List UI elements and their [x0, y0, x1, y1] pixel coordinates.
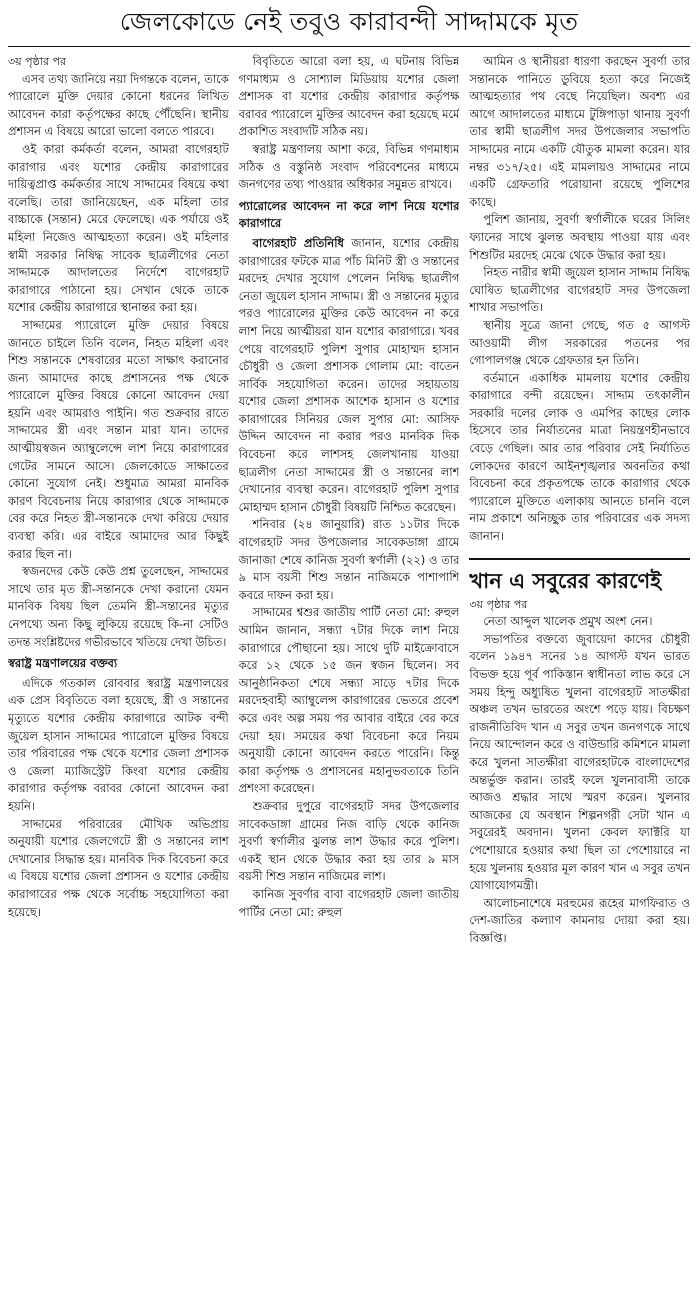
paragraph: বর্তমানে একাধিক মামলায় যশোর কেন্দ্রীয় কারাগারে বন্দী রয়েছেন। সাদ্দাম তৎকালীন সরকারি দলের লোক ও এমপির কাছের লোক হিসেবে তার নির্যাতনের মাত্রা নিয়ন্ত্রণহীনভাবে বেড়ে গেছিল। আর তার পরিবার সেই নির্যাতিত লোকদের কারণে আইনশৃঙ্খলার অবনতির কথা বিবেচনা করে প্রকৃতপক্ষে তাকে কারাগার থেকে প্যারোলে মুক্তিতে এলাকায় আনতে চাননি বলে নাম প্রকাশে অনিচ্ছুক তার পরিবারের এক সদস্য জানান।: [469, 370, 690, 544]
subheading: স্বরাষ্ট্র মন্ত্রণালয়ের বক্তব্য: [8, 656, 118, 671]
paragraph: শুক্রবার দুপুরে বাগেরহাট সদর উপজেলার সাবেকডাঙ্গা গ্রামের নিজ বাড়ি থেকে কানিজ সুবর্ণা স্বর্ণালীর ঝুলন্ত লাশ উদ্ধার করে পুলিশ। একই স্থান থেকে উদ্ধার করা হয় তার ৯ মাস বয়সী শিশু সন্তান নাজিমের লাশ।: [238, 798, 460, 884]
dateline: বাগেরহাট প্রতিনিধি: [252, 235, 344, 250]
paragraph: শনিবার (২৪ জানুয়ারি) রাত ১১টার দিকে বাগেরহাট সদর উপজেলার সাবেকডাঙ্গা গ্রামে জানাজা শেষে কানিজ সুবর্ণা স্বর্ণালী (২২) ও তার ৯ মাস বয়সী শিশু সন্তান নাজিমকে পাশাপাশি কবরে দাফন করা হয়।: [238, 517, 460, 602]
continued-from: ৩য় পৃষ্ঠার পর: [469, 597, 528, 611]
paragraph: স্বরাষ্ট্র মন্ত্রণালয় আশা করে, বিভিন্ন গণমাধ্যম সঠিক ও বস্তুনিষ্ঠ সংবাদ পরিবেশনের মাধ্যমে জনগণের তথ্য পাওয়ার অধিকার সমুন্নত রাখবে।: [238, 141, 460, 192]
continued-from: ৩য় পৃষ্ঠার পর: [8, 55, 67, 68]
paragraph: জানান, যশোর কেন্দ্রীয় কারাগারের ফটকে মাত্র পাঁচ মিনিট স্ত্রী ও সন্তানের মরদেহ দেখার সুযোগ পেলেন নিষিদ্ধ ছাত্রলীগ নেতা জুয়েল হাসান সাদ্দাম। স্ত্রী ও সন্তানের মৃত্যুর পরও প্যারোলের মুক্তির কেউ আবেদন না করে লাশ নিয়ে আত্মীয়রা যান যশোর কারাগারে। খবর পেয়ে বাগেরহাট পুলিশ সুপার মোহাম্মদ হাসান চৌধুরী ও জেলা প্রশাসক গোলাম মো: বাতেন সার্বিক সহযোগিতা করেন। তাদের সহায়তায় যশোর জেলা প্রশাসক আশেক হাসান ও যশোর কারাগারের সিনিয়র জেল সুপার মো: আসিফ উদ্দিন আবেদন না করার পরও মানবিক দিক বিবেচনা করে লাশসহ জেলখানায় যাওয়া ছাত্রলীগ নেতা সাদ্দামের স্ত্রী ও সন্তানের লাশ দেখানোর ব্যবস্থা করেন। বাগেরহাট পুলিশ সুপার মোহাম্মদ হাসান চৌধুরী বিষয়টি নিশ্চিত করেছেন।: [238, 235, 460, 514]
article-columns: [8, 47, 690, 1303]
paragraph: আলোচনাশেষে মরহুমের রূহের মাগফিরাত ও দেশ-জাতির কল্যাণ কামনায় দোয়া করা হয়। বিজ্ঞপ্তি।: [469, 895, 690, 945]
paragraph: বিবৃতিতে আরো বলা হয়, এ ঘটনায় বিভিন্ন গণমাধ্যম ও সোশ্যাল মিডিয়ায় যশোর জেলা প্রশাসক বা যশোর কেন্দ্রীয় কারাগার কর্তৃপক্ষ বরাবর প্যারোলে মুক্তির আবেদন করা হয়েছে মর্মে প্রকাশিত সংবাদটি সঠিক নয়।: [238, 54, 460, 139]
column-2: [239, 53, 460, 1303]
second-article-title: খান এ সবুরের কারণেই: [469, 558, 690, 596]
headline: জেলকোডে নেই তবুও কারাবন্দী সাদ্দামকে মৃত: [8, 0, 690, 47]
paragraph: এসব তথ্য জানিয়ে নয়া দিগন্তকে বলেন, তাকে প্যারোলে মুক্তি দেয়ার কোনো ধরনের লিখিত আবেদন কারা কর্তৃপক্ষের কাছে পৌঁছেনি। স্থানীয় প্রশাসন এ বিষয়ে আরো ভালো বলতে পারবে।: [8, 71, 229, 139]
paragraph: কানিজ সুবর্ণার বাবা বাগেরহাট জেলা জাতীয় পার্টির নেতা মো: রুহুল: [238, 886, 460, 919]
paragraph: নিহত নারীর স্বামী জুয়েল হাসান সাদ্দাম নিষিদ্ধ ঘোষিত ছাত্রলীগের বাগেরহাট সদর উপজেলা শাখার সভাপতি।: [469, 265, 690, 315]
paragraph: পুলিশ জানায়, সুবর্ণা স্বর্ণালীকে ঘরের সিলিং ফ্যানের সাথে ঝুলন্ত অবস্থায় পাওয়া যায় এবং শিশুটির মরদেহ মেঝে থেকে উদ্ধার করা হয়।: [469, 212, 690, 262]
paragraph: নেতা আব্দুল খালেক প্রমুখ অংশ নেন।: [483, 614, 653, 629]
paragraph: সাদ্দামের শ্বশুর জাতীয় পার্টি নেতা মো: রুহুল আমিন জানান, সন্ধ্যা ৭টার দিকে লাশ নিয়ে কারাগারে পৌছানো হয়। সাথে দুটি মাইক্রোবাসে করে ১২ থেকে ১৫ জন স্বজন ছিলেন। সব আনুষ্ঠানিকতা শেষে সন্ধ্যা সাড়ে ৭টার দিকে মরদেহবাহী অ্যাম্বুলেন্স কারাগারের ভেতরে প্রবেশ করে এবং অল্প সময় পর আবার বাইরে বের করে দেয়া হয়। সময়ের কথা বিবেচনা করে নিয়ম অনুযায়ী কোনো আবেদন করতে পারেনি। কিন্তু কারা কর্তৃপক্ষ ও প্রশাসনের মহানুভবতাকে তিনি প্রশংসা করেছেন।: [238, 605, 460, 796]
paragraph: আমিন ও স্থানীয়রা ধারণা করছেন সুবর্ণা তার সন্তানকে পানিতে ডুবিয়ে হত্যা করে নিজেই আত্মহত্যার পথ বেছে নিয়েছিল। অবশ্য এর আগে আদালতের মাধ্যমে টুঙ্গিপাড়া থানায় সুবর্ণা তার স্বামী ছাত্রলীগ সদর উপজেলার সভাপতি সাদ্দামের নামে একটি যৌতুক মামলা করেন। যার নম্বর ৩১৭/২৫। এই মামলায়ও সাদ্দামের নামে একটি গ্রেফতারি পরোয়ানা রয়েছে পুলিশের কাছে।: [469, 54, 690, 209]
paragraph: সাদ্দামের পরিবারের মৌখিক অভিপ্রায় অনুযায়ী যশোর জেলগেটে স্ত্রী ও সন্তানের লাশ দেখানোর সিদ্ধান্ত হয়। মানবিক দিক বিবেচনা করে এ বিষয়ে যশোর জেলা প্রশাসন ও যশোর কেন্দ্রীয় কারাগারের পক্ষ থেকে সর্বোচ্চ সহযোগিতা করা হয়েছে।: [8, 816, 229, 919]
column-1: [8, 53, 229, 1303]
paragraph: এদিকে গতকাল রোববার স্বরাষ্ট্র মন্ত্রণালয়ের এক প্রেস বিবৃতিতে বলা হয়েছে, স্ত্রী ও সন্তানের মৃত্যুতে যশোর কেন্দ্রীয় কারাগারে আটক বন্দী জুয়েল হাসান সাদ্দামের প্যারোলে মুক্তির বিষয়ে তার পরিবারের পক্ষ থেকে যশোর জেলা প্রশাসক ও জেলা ম্যাজিস্ট্রেট কিংবা যশোর কেন্দ্রীয় কারাগার কর্তৃপক্ষ বরাবর কোনো আবেদন করা হয়নি।: [8, 675, 229, 813]
paragraph: স্থানীয় সূত্রে জানা গেছে, গত ৫ আগস্ট আওয়ামী লীগ সরকারের পতনের পর গোপালগঞ্জ থেকে গ্রেফতার হন তিনি।: [469, 317, 690, 368]
paragraph: ওই কারা কর্মকর্তা বলেন, আমরা বাগেরহাট কারাগার এবং যশোর কেন্দ্রীয় কারাগারের দায়িত্বপ্রাপ্ত কর্মকর্তার সাথে সাদ্দামের বিষয়ে কথা বলেছি। তারা জানিয়েছেন, এক মহিলা তার বাচ্চাকে (সন্তান) মেরে ফেলেছে। এক পর্যায়ে ওই মহিলা নিজেও আত্মহত্যা করেন। ওই মহিলার স্বামী সরকার নিষিদ্ধ সাবেক ছাত্রলীগের নেতা সাদ্দামকে আদালতের নির্দেশে বাগেরহাট কারাগারে পাঠানো হয়। সেখান থেকে তাকে যশোর কেন্দ্রীয় কারাগারে স্থানান্তর করা হয়।: [8, 141, 229, 315]
column-3: [469, 53, 690, 1303]
subheading: প্যারোলের আবেদন না করে লাশ নিয়ে যশোর কারাগারে: [238, 198, 460, 231]
paragraph: সভাপতির বক্তব্যে জুবায়েদা কাদের চৌধুরী বলেন ১৯৪৭ সনের ১৪ আগস্ট যখন ভারত বিভক্ত হয়ে পূর্ব পাকিস্তান স্বাধীনতা লাভ করে সে সময় হিন্দু অধ্যুষিত খুলনা বাগেরহাট সাতক্ষীরা অঞ্চল তখন ভারতের অংশে পড়ে যায়। বিচক্ষণ রাজনীতিবিদ খান এ সবুর তখন জনগণকে সাথে নিয়ে আন্দোলন করে ও বাউন্ডারি কমিশনে মামলা করে খুলনা সাতক্ষীরা বাগেরহাটকে বাংলাদেশের অন্তর্ভুক্ত করান। তারই ফলে খুলনাবাসী তাকে আজও শ্রদ্ধার সাথে স্মরণ করেন। খুলনার আজকের যে অবস্থান শিল্পনগরী সেটা খান এ সবুরেরই অবদান। খুলনা কেবল ফ্যাক্টরি যা পেশোয়ারে হওয়ার কথা ছিল তা পেশোয়ারে না হয়ে খুলনায় হওয়ার মূল কারণ খান এ সবুর তখন যোগাযোগমন্ত্রী।: [469, 631, 690, 893]
paragraph: সাদ্দামের প্যারোলে মুক্তি দেয়ার বিষয়ে জানতে চাইলে তিনি বলেন, নিহত মহিলা এবং শিশু সন্তানকে শেষবারের মতো সাক্ষাৎ করানোর জন্য আমাদের কাছে প্রশাসনের পক্ষ থেকে প্যারোলে মুক্তির বিষয়ে কোনো আবেদন দেয়া হয়নি এবং আমরাও পাইনি। গত শুক্রবার রাতে সাদ্দামের স্ত্রী এবং সন্তান মারা যান। তাদের আত্মীয়স্বজন অ্যাম্বুলেন্সে লাশ নিয়ে কারাগারের গেটের সামনে আসে। জেলকোডে সাক্ষাতের কোনো সুযোগ নেই। শুধুমাত্র আমরা মানবিক কারণ বিবেচনায় নিয়ে কারাগার থেকে সাদ্দামকে বের করে নিহত স্ত্রী-সন্তানকে দেখা করিয়ে দেয়ার ব্যবস্থা করি। এর বাইরে আমাদের আর কিছুই করার ছিল না।: [8, 317, 229, 561]
paragraph: স্বজনদের কেউ কেউ প্রশ্ন তুলেছেন, সাদ্দামের সাথে তার মৃত স্ত্রী-সন্তানকে দেখা করানো যেমন মানবিক বিষয় ছিল তেমনি স্ত্রী-সন্তানের মৃত্যুর নেপথ্যে অন্য কিছু লুকিয়ে রয়েছে কি-না সেটিও তদন্ত সংশ্লিষ্টদের গভীরভাবে খতিয়ে দেখা উচিত।: [8, 564, 229, 649]
